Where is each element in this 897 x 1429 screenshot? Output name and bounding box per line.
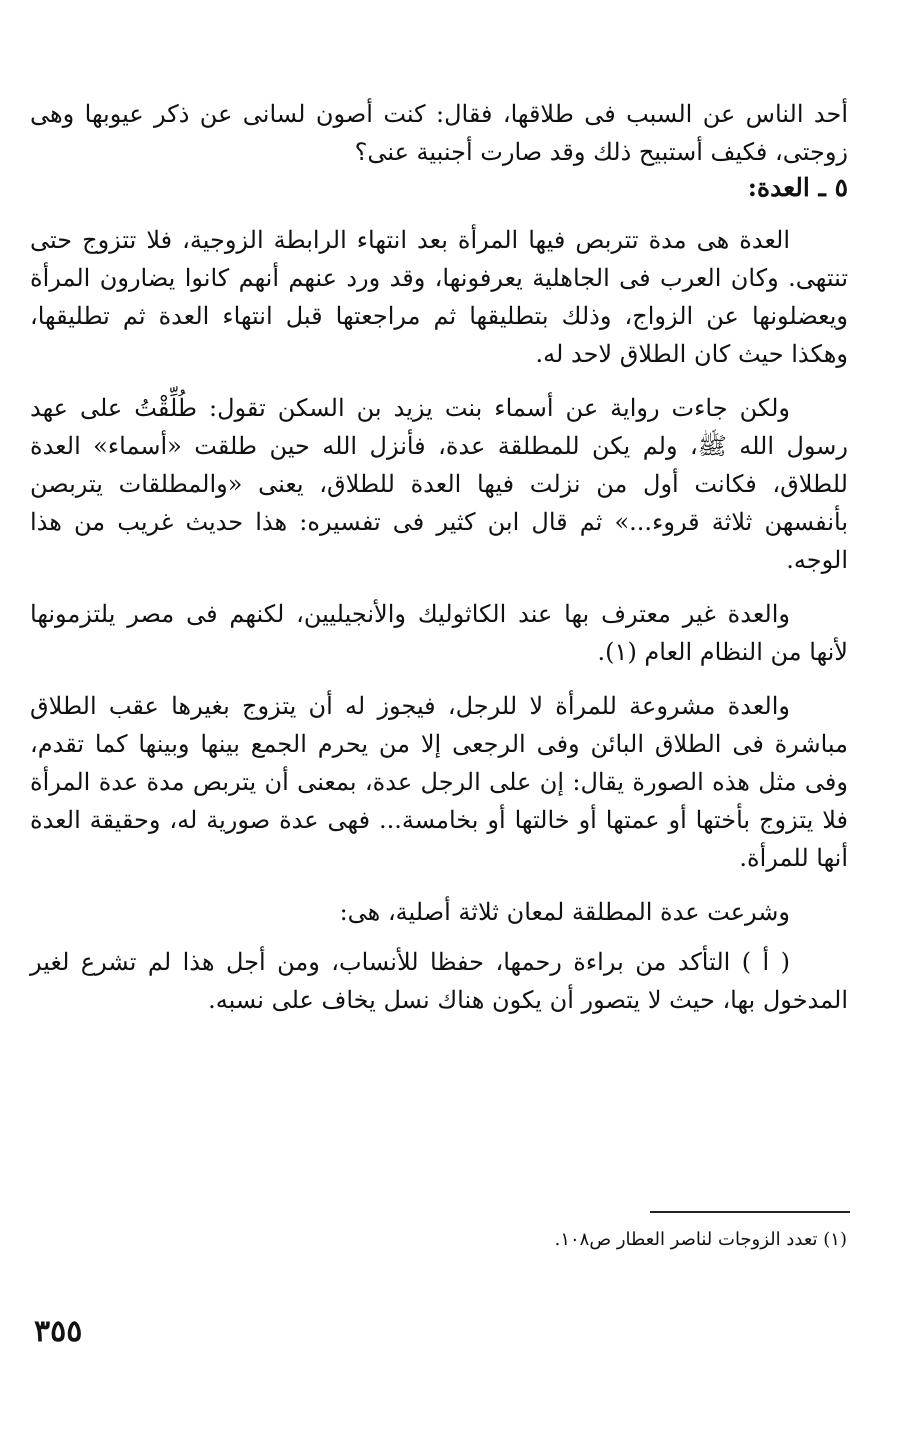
page-number: ٣٥٥ — [34, 1314, 83, 1349]
page-body — [30, 95, 848, 1019]
paragraph-6: وشرعت عدة المطلقة لمعان ثلاثة أصلية، هى: — [339, 898, 790, 926]
paragraph-1: أحد الناس عن السبب فى طلاقها، فقال: كنت أصون لسانى عن ذكر عيوبها وهى زوجتى، فكيف أستبيح ذلك وقد صارت أجنبية عنى؟ — [30, 100, 848, 166]
paragraph-2: العدة هى مدة تتربص فيها المرأة بعد انتهاء الرابطة الزوجية، فلا تتزوج حتى تنتهى. وكان العرب فى الجاهلية يعرفونها، وقد ورد عنهم أنهم كانوا يضارون المرأة ويعضلونها عن الزواج، وذلك بتطليقها ثم مراجعتها قبل انتهاء العدة ثم تطليقها، وهكذا حيث كان الطلاق لاحد له. — [30, 226, 848, 368]
section-heading: ٥ ـ العدة: — [747, 173, 848, 202]
footnote: (١) تعدد الزوجات لناصر العطار ص١٠٨. — [554, 1229, 847, 1250]
paragraph-5: والعدة مشروعة للمرأة لا للرجل، فيجوز له أن يتزوج بغيرها عقب الطلاق مباشرة فى الطلاق البائن وفى الرجعى إلا من يحرم الجمع بينها وبينها كما تقدم، وفى مثل هذه الصورة يقال: إن على الرجل عدة، بمعنى أن يتربص مدة عدة المرأة فلا يتزوج بأختها أو عمتها أو خالتها أو بخامسة... فهى عدة صورية له، وحقيقة العدة أنها للمرأة. — [30, 692, 848, 872]
footnote-divider — [650, 1211, 850, 1213]
paragraph-3: ولكن جاءت رواية عن أسماء بنت يزيد بن السكن تقول: طُلِّقْتُ على عهد رسول الله ﷺ، ولم يكن للمطلقة عدة، فأنزل الله حين طلقت «أسماء» العدة للطلاق، فكانت أول من نزلت فيها العدة للطلاق، يعنى «والمطلقات يتربصن بأنفسهن ثلاثة قروء...» ثم قال ابن كثير فى تفسيره: هذا حديث غريب من هذا الوجه. — [30, 394, 848, 574]
paragraph-4: والعدة غير معترف بها عند الكاثوليك والأنجيليين، لكنهم فى مصر يلتزمونها لأنها من النظام العام (١). — [30, 600, 848, 666]
paragraph-7: ( أ ) التأكد من براءة رحمها، حفظا للأنساب، ومن أجل هذا لم تشرع لغير المدخول بها، حيث لا يتصور أن يكون هناك نسل يخاف على نسبه. — [30, 948, 848, 1014]
